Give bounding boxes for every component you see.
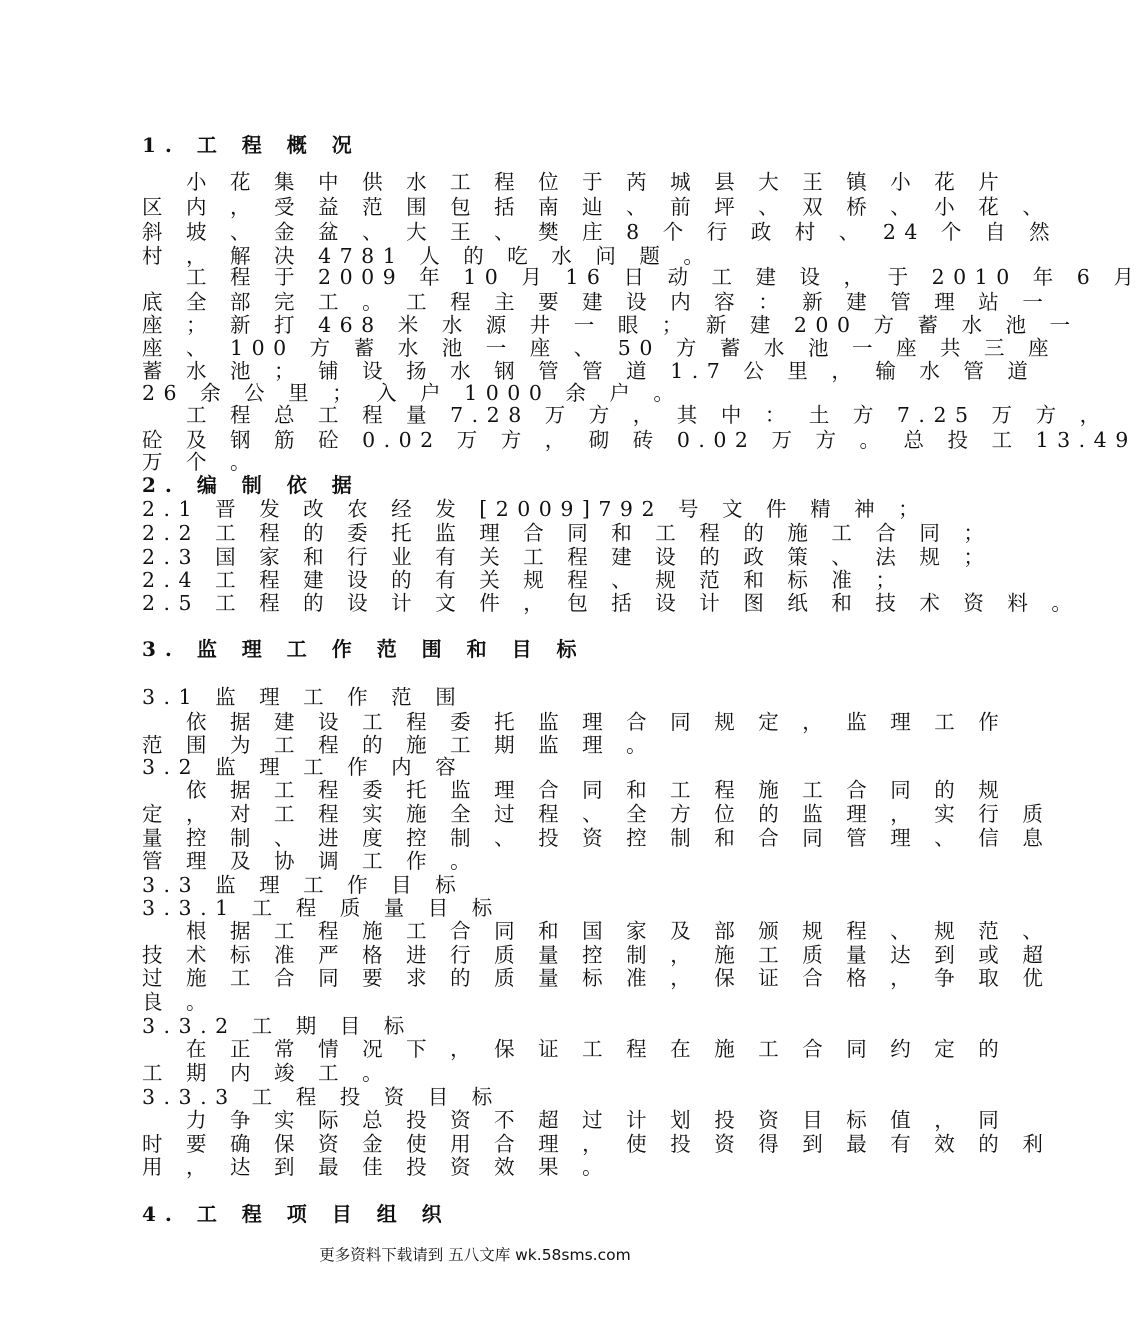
s2-item: 2.3 国 家 和 行 业 有 关 工 程 建 设 的 政 策 、 法 规 ； <box>142 545 993 569</box>
s3-p33-line: 力 争 实 际 总 投 资 不 超 过 计 划 投 资 目 标 值 ， 同 <box>186 1108 1008 1132</box>
s1-p3-line: 砼 及 钢 筋 砼 0.02 万 方 ， 砌 砖 0.02 万 方 。 总 投 工 13.49 <box>142 428 1137 452</box>
footer-link[interactable]: 更多资料下载请到 五八文库 wk.58sms.com <box>319 1246 631 1264</box>
subheading-3-2: 3.2 监 理 工 作 内 容 <box>142 755 465 779</box>
s3-p2-line: 量 控 制 、 进 度 控 制 、 投 资 控 制 和 合 同 管 理 、 信 息 <box>142 826 1052 850</box>
s2-item: 2.1 晋 发 改 农 经 发 [2009]792 号 文 件 精 神 ； <box>142 497 928 521</box>
heading-3: 3. 监 理 工 作 范 围 和 目 标 <box>142 637 586 661</box>
s1-p1-line: 区 内 ， 受 益 范 围 包 括 南 辿 、 前 坪 、 双 桥 、 小 花 、 <box>142 195 1052 219</box>
s3-p2-line: 管 理 及 协 调 工 作 。 <box>142 849 480 873</box>
s2-item: 2.2 工 程 的 委 托 监 理 合 同 和 工 程 的 施 工 合 同 ； <box>142 521 993 545</box>
s3-p2-line: 依 据 工 程 委 托 监 理 合 同 和 工 程 施 工 合 同 的 规 <box>186 778 1008 802</box>
s2-item: 2.5 工 程 的 设 计 文 件 ， 包 括 设 计 图 纸 和 技 术 资 料 。 <box>142 591 1081 615</box>
s1-p2-line: 蓄 水 池 ； 铺 设 扬 水 钢 管 管 道 1.7 公 里 ， 输 水 管 道 <box>142 359 1037 383</box>
s3-p33-line: 用 ， 达 到 最 佳 投 资 效 果 。 <box>142 1155 612 1179</box>
s3-p31-line: 根 据 工 程 施 工 合 同 和 国 家 及 部 颁 规 程 、 规 范 、 <box>186 919 1052 943</box>
heading-4: 4. 工 程 项 目 组 织 <box>142 1202 451 1226</box>
s3-p31-line: 良 。 <box>142 990 216 1014</box>
s1-p2-line: 工 程 于 2009 年 10 月 16 日 动 工 建 设 ， 于 2010 年 6 月 <box>186 265 1142 289</box>
subheading-3-3-3: 3.3.3 工 程 投 资 目 标 <box>142 1085 501 1109</box>
s1-p3-line: 工 程 总 工 程 量 7.28 万 方 ， 其 中 ： 土 方 7.25 万 方 ， <box>186 403 1109 427</box>
s3-p33-line: 时 要 确 保 资 金 使 用 合 理 ， 使 投 资 得 到 最 有 效 的 利 <box>142 1132 1052 1156</box>
heading-2: 2. 编 制 依 据 <box>142 473 361 497</box>
s1-p1-line: 村 ， 解 决 4781 人 的 吃 水 问 题 。 <box>142 244 713 268</box>
heading-1: 1. 工 程 概 况 <box>142 133 361 157</box>
s3-p1-line: 范 围 为 工 程 的 施 工 期 监 理 。 <box>142 733 656 757</box>
s3-p31-line: 过 施 工 合 同 要 求 的 质 量 标 准 ， 保 证 合 格 ， 争 取 优 <box>142 966 1052 990</box>
s3-p32-line: 在 正 常 情 况 下 ， 保 证 工 程 在 施 工 合 同 约 定 的 <box>186 1037 1008 1061</box>
subheading-3-3: 3.3 监 理 工 作 目 标 <box>142 873 465 897</box>
s3-p2-line: 定 ， 对 工 程 实 施 全 过 程 、 全 方 位 的 监 理 ， 实 行 质 <box>142 802 1052 826</box>
s2-item: 2.4 工 程 建 设 的 有 关 规 程 、 规 范 和 标 准 ； <box>142 568 905 592</box>
s1-p2-line: 26 余 公 里 ； 入 户 1000 余 户 。 <box>142 381 683 405</box>
subheading-3-3-2: 3.3.2 工 期 目 标 <box>142 1014 413 1038</box>
s1-p2-line: 座 ； 新 打 468 米 水 源 井 一 眼 ； 新 建 200 方 蓄 水 池 一 <box>142 313 1079 337</box>
s1-p1-line: 小 花 集 中 供 水 工 程 位 于 芮 城 县 大 王 镇 小 花 片 <box>186 170 1008 194</box>
s3-p32-line: 工 期 内 竣 工 。 <box>142 1061 392 1085</box>
s1-p2-line: 座 、 100 方 蓄 水 池 一 座 、 50 方 蓄 水 池 一 座 共 三 座 <box>142 336 1058 360</box>
subheading-3-3-1: 3.3.1 工 程 质 量 目 标 <box>142 896 501 920</box>
s1-p1-line: 斜 坡 、 金 盆 、 大 王 、 樊 庄 8 个 行 政 村 、 24 个 自 然 <box>142 220 1058 244</box>
s1-p3-line: 万 个 。 <box>142 450 260 474</box>
s3-p1-line: 依 据 建 设 工 程 委 托 监 理 合 同 规 定 ， 监 理 工 作 <box>186 710 1008 734</box>
subheading-3-1: 3.1 监 理 工 作 范 围 <box>142 685 465 709</box>
s1-p2-line: 底 全 部 完 工 。 工 程 主 要 建 设 内 容 ： 新 建 管 理 站 一 <box>142 290 1052 314</box>
s3-p31-line: 技 术 标 准 严 格 进 行 质 量 控 制 ， 施 工 质 量 达 到 或 超 <box>142 943 1052 967</box>
